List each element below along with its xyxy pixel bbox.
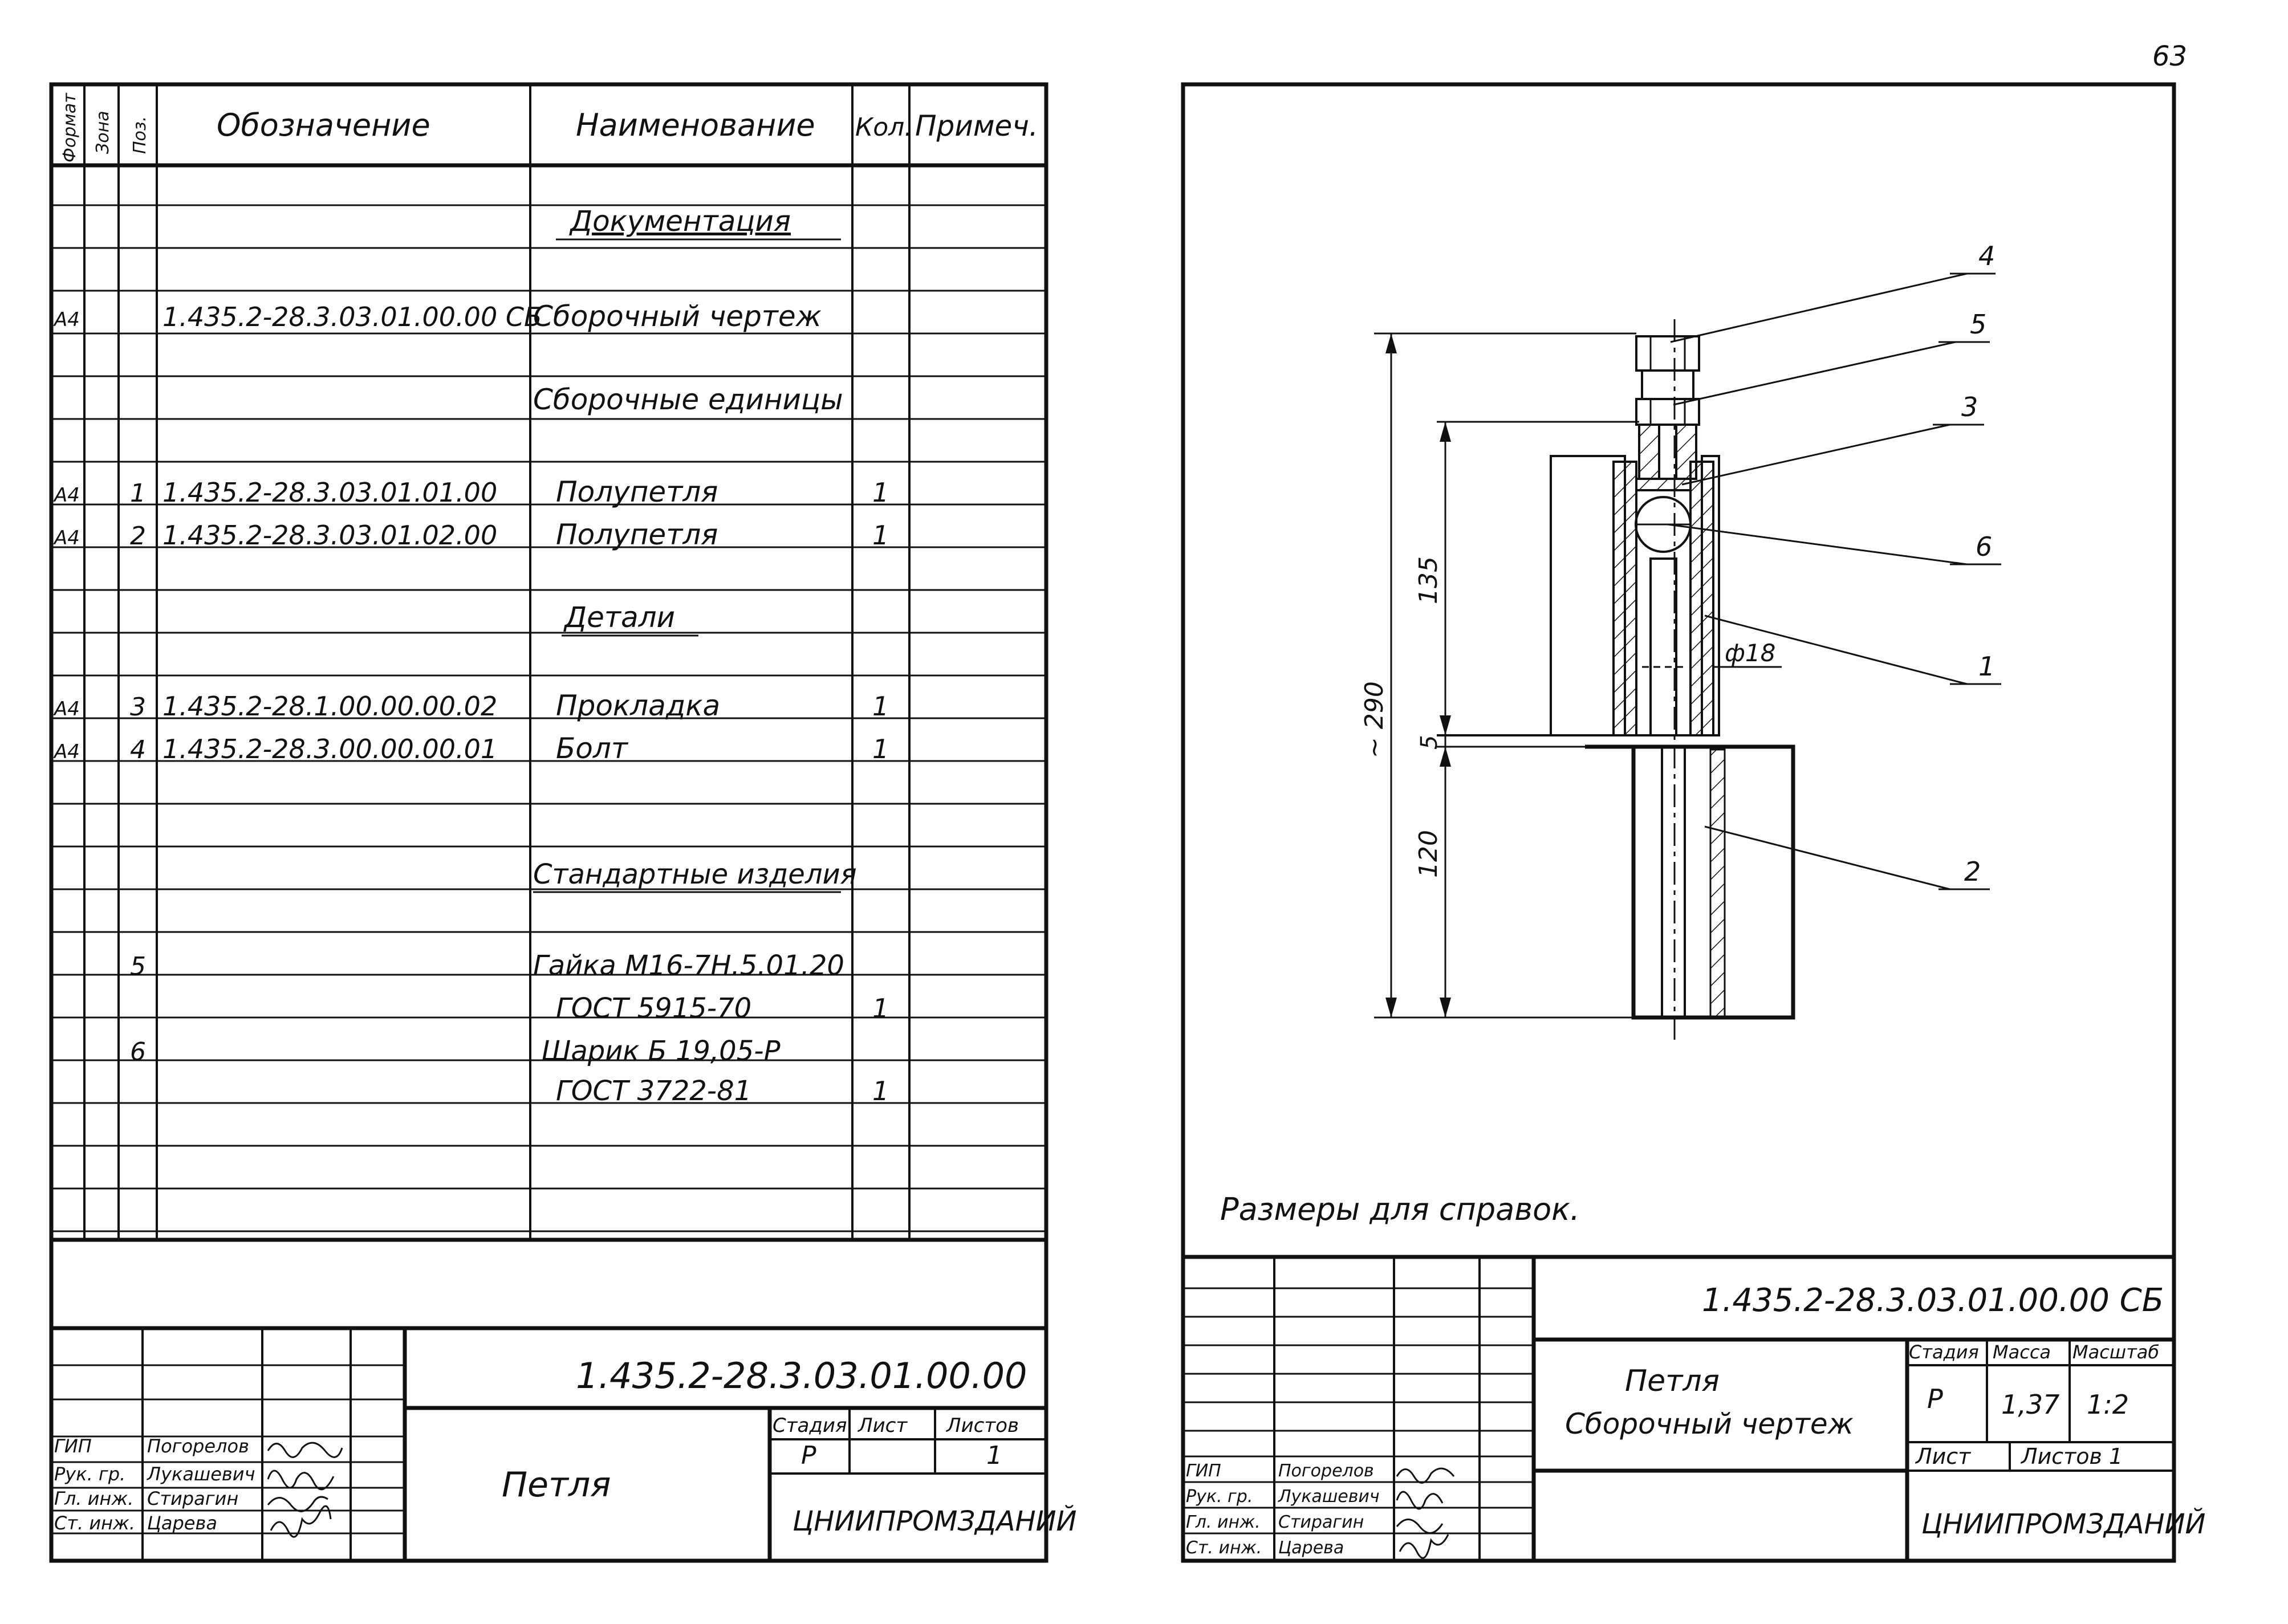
spec-row-3 bbox=[53, 475, 889, 508]
bolt-shank bbox=[1642, 371, 1693, 399]
role-gl-inzh: Гл. инж. bbox=[1186, 1512, 1261, 1532]
mass-value: 1,37 bbox=[2001, 1389, 2060, 1420]
stage-value: Р bbox=[801, 1441, 816, 1470]
spec-section-title: Детали bbox=[564, 601, 676, 634]
name-cell: ГОСТ 5915-70 bbox=[556, 992, 752, 1024]
header-name: Наименование bbox=[576, 107, 815, 143]
drawing-title-1: Петля bbox=[1625, 1364, 1720, 1398]
signature bbox=[1397, 1468, 1454, 1483]
mass-label: Масса bbox=[1993, 1341, 2051, 1363]
spec-doc-title: Петля bbox=[502, 1465, 611, 1505]
stage-label: Стадия bbox=[1909, 1341, 1979, 1363]
sheets-label: Листов bbox=[946, 1414, 1019, 1437]
name-cell: Гайка М16-7Н.5.01.20 bbox=[533, 950, 844, 982]
org-name: ЦНИИПРОМЗДАНИЙ bbox=[793, 1505, 1077, 1537]
spec-section-title: Сборочные единицы bbox=[533, 383, 843, 416]
format-cell: А4 bbox=[54, 527, 80, 550]
name-cell: Прокладка bbox=[556, 689, 721, 722]
name-cell: ГОСТ 3722-81 bbox=[556, 1075, 752, 1107]
header-qty: Кол. bbox=[855, 113, 913, 142]
pos-cell: 4 bbox=[130, 735, 146, 764]
spec-row-2 bbox=[533, 383, 843, 419]
pos-cell: 5 bbox=[130, 952, 146, 981]
leader-label-4: 4 bbox=[1978, 241, 1996, 271]
name-cell: Полупетля bbox=[556, 475, 718, 508]
spec-row-9 bbox=[130, 950, 844, 982]
designation-cell: 1.435.2-28.3.03.01.00.00 СБ bbox=[162, 302, 542, 332]
format-cell: А4 bbox=[54, 484, 80, 507]
dim-gap: 5 bbox=[1416, 735, 1442, 750]
header-note: Примеч. bbox=[915, 109, 1038, 143]
role-gip: ГИП bbox=[54, 1435, 92, 1457]
role-st-inzh: Ст. инж. bbox=[54, 1512, 136, 1534]
sheet-label: Лист bbox=[1916, 1444, 1971, 1469]
leader-label-3: 3 bbox=[1961, 392, 1978, 422]
spec-row-8 bbox=[533, 858, 857, 892]
drawing-title-block bbox=[1183, 1257, 2205, 1561]
pos-cell: 2 bbox=[130, 522, 146, 551]
leader-label-1: 1 bbox=[1978, 651, 1996, 682]
signature bbox=[1397, 1492, 1442, 1509]
signature bbox=[1400, 1535, 1448, 1558]
designation-cell: 1.435.2-28.3.03.01.01.00 bbox=[162, 477, 498, 508]
header-zone: Зона bbox=[93, 111, 113, 154]
qty-cell: 1 bbox=[872, 734, 889, 764]
header-designation: Обозначение bbox=[217, 107, 430, 143]
dim-lower: 120 bbox=[1414, 830, 1443, 878]
spec-doc-code: 1.435.2-28.3.03.01.00.00 bbox=[576, 1355, 1027, 1397]
half-loop-2-wall bbox=[1710, 750, 1725, 1017]
qty-cell: 1 bbox=[872, 1076, 889, 1106]
role-ruk: Рук. гр. bbox=[1186, 1487, 1253, 1507]
header-format: Формат bbox=[60, 93, 80, 162]
stage-label: Стадия bbox=[773, 1414, 847, 1437]
signature bbox=[268, 1497, 328, 1511]
leader-label-2: 2 bbox=[1964, 856, 1981, 887]
drawing-sheet bbox=[1183, 40, 2205, 1561]
designation-cell: 1.435.2-28.3.00.00.00.01 bbox=[162, 734, 498, 764]
qty-cell: 1 bbox=[872, 520, 889, 551]
dim-diameter: ф18 bbox=[1725, 639, 1776, 667]
name-cell: Болт bbox=[556, 732, 628, 765]
sheets-value: 1 bbox=[986, 1441, 1002, 1470]
signature bbox=[1397, 1520, 1442, 1533]
name-pogorelov: Погорелов bbox=[1278, 1461, 1374, 1481]
nut bbox=[1636, 399, 1699, 425]
assembly-view bbox=[1360, 241, 2001, 1043]
spec-sheet bbox=[51, 84, 1076, 1561]
threaded-sleeve bbox=[1676, 425, 1696, 479]
spec-title-block bbox=[51, 1328, 1076, 1561]
name-cell: Сборочный чертеж bbox=[533, 300, 822, 333]
spec-rows bbox=[53, 205, 889, 1107]
name-lukashevich: Лукашевич bbox=[147, 1463, 255, 1485]
pos-cell: 6 bbox=[130, 1037, 146, 1067]
scale-value: 1:2 bbox=[2087, 1389, 2129, 1420]
role-gl-inzh: Гл. инж. bbox=[54, 1488, 134, 1509]
format-cell: А4 bbox=[54, 740, 80, 763]
leader-label-5: 5 bbox=[1970, 309, 1987, 340]
sheet-label: Лист bbox=[858, 1414, 908, 1437]
scale-label: Масштаб bbox=[2072, 1341, 2160, 1363]
signature bbox=[268, 1443, 342, 1457]
half-loop-1-left-wall bbox=[1614, 462, 1636, 735]
spec-row-7 bbox=[53, 732, 889, 765]
designation-cell: 1.435.2-28.1.00.00.00.02 bbox=[162, 691, 498, 722]
dim-upper: 135 bbox=[1414, 556, 1443, 604]
name-lukashevich: Лукашевич bbox=[1278, 1487, 1380, 1507]
role-st-inzh: Ст. инж. bbox=[1186, 1538, 1262, 1558]
drawing-doc-code: 1.435.2-28.3.03.01.00.00 СБ bbox=[1702, 1282, 2164, 1319]
signature bbox=[268, 1471, 334, 1489]
stage-value: Р bbox=[1927, 1383, 1943, 1414]
name-cell: Полупетля bbox=[556, 518, 718, 551]
half-loop-1-right-wall bbox=[1690, 462, 1713, 735]
spec-section-title: Документация bbox=[570, 205, 791, 238]
format-cell: А4 bbox=[54, 698, 80, 721]
name-tsareva: Царева bbox=[1278, 1538, 1344, 1558]
dim-overall: ~ 290 bbox=[1360, 681, 1389, 758]
spec-row-1 bbox=[53, 300, 822, 333]
qty-cell: 1 bbox=[872, 691, 889, 722]
org-name: ЦНИИПРОМЗДАНИЙ bbox=[1921, 1508, 2206, 1540]
name-cell: Шарик Б 19,05-Р bbox=[542, 1035, 781, 1067]
spec-row-4 bbox=[53, 518, 889, 551]
threaded-sleeve bbox=[1639, 425, 1659, 479]
drawing-title-2: Сборочный чертеж bbox=[1565, 1407, 1854, 1440]
role-ruk: Рук. гр. bbox=[54, 1463, 126, 1485]
spec-row-10 bbox=[556, 992, 889, 1024]
name-pogorelov: Погорелов bbox=[147, 1435, 249, 1457]
spec-row-6 bbox=[53, 689, 889, 722]
name-stiragin: Стирагин bbox=[1278, 1512, 1364, 1532]
format-cell: А4 bbox=[54, 308, 80, 331]
page-number: 63 bbox=[2152, 40, 2188, 72]
name-stiragin: Стирагин bbox=[147, 1488, 239, 1509]
pos-cell: 3 bbox=[130, 693, 146, 722]
spec-section-title: Стандартные изделия bbox=[533, 858, 857, 890]
leader-label-6: 6 bbox=[1976, 531, 1993, 562]
spec-header bbox=[60, 92, 1038, 162]
qty-cell: 1 bbox=[872, 993, 889, 1024]
name-tsareva: Царева bbox=[147, 1512, 217, 1534]
pos-cell: 1 bbox=[130, 479, 146, 508]
spec-row-11 bbox=[130, 1035, 781, 1067]
bolt-head bbox=[1636, 336, 1699, 371]
sheets-label: Листов 1 bbox=[2021, 1444, 2123, 1469]
qty-cell: 1 bbox=[872, 477, 889, 508]
reference-note: Размеры для справок. bbox=[1220, 1191, 1580, 1227]
spec-row-0 bbox=[556, 205, 841, 239]
pin bbox=[1651, 559, 1676, 735]
header-pos: Поз. bbox=[130, 116, 150, 154]
designation-cell: 1.435.2-28.3.03.01.02.00 bbox=[162, 520, 498, 551]
spec-row-5 bbox=[562, 601, 698, 636]
role-gip: ГИП bbox=[1186, 1461, 1221, 1481]
